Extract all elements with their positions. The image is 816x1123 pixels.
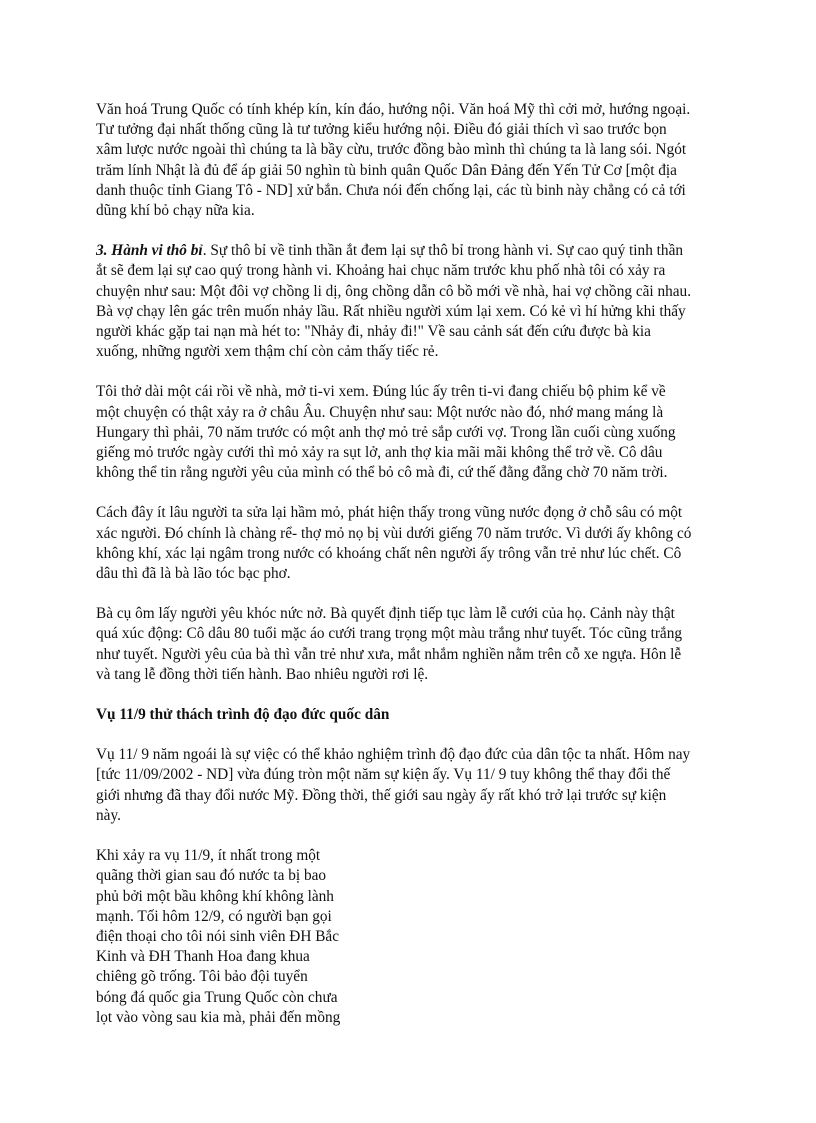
paragraph-911	[96, 745, 736, 826]
section-lead: 3. Hành vi thô bỉ	[96, 242, 203, 260]
text-line: Tôi thở dài một cái rồi về nhà, mở ti-vi xem. Đúng lúc ấy trên ti-vi đang chiếu bộ phim kể về	[96, 383, 666, 401]
text-line: chuyện như sau: Một đôi vợ chồng li dị, ông chồng dẫn cô bồ mới về nhà, hai vợ chồng cãi nhau.	[96, 282, 692, 300]
paragraph-tv-story	[96, 382, 736, 483]
text-line: này.	[96, 806, 121, 824]
text-line: bóng đá quốc gia Trung Quốc còn chưa	[96, 988, 338, 1006]
text-line	[96, 241, 736, 261]
text-line: và tang lễ đồng thời tiến hành. Bao nhiêu người rơi lệ.	[96, 665, 429, 683]
text-line: quá xúc động: Cô dâu 80 tuổi mặc áo cưới trang trọng một màu trắng như tuyết. Tóc cũng trắng	[96, 625, 682, 643]
section-lead-rest: . Sự thô bỉ về tinh thần ắt đem lại sự thô bỉ trong hành vi. Sự cao quý tinh thần	[202, 242, 684, 260]
paragraph-wedding	[96, 604, 736, 685]
text-line: phủ bởi một bầu không khí không lành	[96, 887, 334, 905]
text-line: xâm lược nước ngoài thì chúng ta là bầy cừu, trước đồng bào mình thì chúng ta là lang sói. Ngót	[96, 141, 687, 159]
text-line: giới nhưng đã thay đổi nước Mỹ. Đồng thời, thế giới sau ngày ấy rất khó trở lại trước sự kiện	[96, 786, 667, 804]
text-line: trăm lính Nhật là đủ để áp giải 50 nghìn tù binh quân Quốc Dân Đảng đến Yến Tử Cơ [một địa	[96, 161, 677, 179]
text-line: danh thuộc tỉnh Giang Tô - ND] xử bắn. Chưa nói đến chống lại, các tù binh này chẳng có cả tới	[96, 181, 686, 199]
text-line: Tư tưởng đại nhất thống cũng là tư tưởng kiểu hướng nội. Điều đó giải thích vì sao trước bọn	[96, 121, 667, 139]
document-page	[96, 100, 736, 1028]
text-line: Bà vợ chạy lên gác trên muốn nhảy lầu. Rất nhiều người xúm lại xem. Có kẻ vì hí hửng khi thấy	[96, 302, 686, 320]
paragraph-culture	[96, 100, 736, 221]
text-line: xác người. Đó chính là chàng rể- thợ mỏ nọ bị vùi dưới giếng 70 năm trước. Vì dưới ấy không có	[96, 524, 692, 542]
text-line: [tức 11/09/2002 - ND] vừa đúng tròn một năm sự kiện ấy. Vụ 11/ 9 tuy không thể thay đổi thế	[96, 766, 671, 784]
text-line: như tuyết. Người yêu của bà thì vẫn trẻ như xưa, mắt nhắm nghiền nằm trên cỗ xe ngựa. Hôn lễ	[96, 645, 682, 663]
text-line: xuống, những người xem thậm chí còn cảm thấy tiếc rẻ.	[96, 343, 439, 361]
text-line: Kinh và ĐH Thanh Hoa đang khua	[96, 948, 310, 966]
text-line: dâu thì đã là bà lão tóc bạc phơ.	[96, 565, 291, 583]
text-line: chiêng gõ trống. Tôi bảo đội tuyển	[96, 968, 308, 986]
text-line: giếng mỏ trước ngày cưới thì mỏ xảy ra sụt lở, anh thợ kia mãi mãi không thể trở về. Cô dâu	[96, 444, 663, 462]
section-heading: Vụ 11/9 thử thách trình độ đạo đức quốc dân	[96, 706, 390, 724]
text-line: Hungary thì phải, 70 năm trước có một anh thợ mỏ trẻ sắp cưới vợ. Trong lần cuối cùng xuống	[96, 423, 676, 441]
text-line: Cách đây ít lâu người ta sửa lại hầm mỏ, phát hiện thấy trong vũng nước đọng ở chỗ sâu có một	[96, 504, 683, 522]
text-line: ắt sẽ đem lại sự cao quý trong hành vi. Khoảng hai chục năm trước khu phố nhà tôi có xảy ra	[96, 262, 666, 280]
text-line: Vụ 11/ 9 năm ngoái là sự việc có thể khảo nghiệm trình độ đạo đức của dân tộc ta nhất. Hôm nay	[96, 746, 691, 764]
paragraph-rude-behavior	[96, 241, 736, 362]
text-line: Văn hoá Trung Quốc có tính khép kín, kín đáo, hướng nội. Văn hoá Mỹ thì cởi mở, hướng ngoại.	[96, 101, 691, 118]
text-line: không khí, xác lại ngâm trong nước có khoáng chất nên người ấy trông vẫn trẻ như lúc chết. Cô	[96, 544, 682, 562]
text-line: không thể tin rằng người yêu của mình có thể bỏ cô mà đi, cứ thế đằng đẵng chờ 70 năm trời.	[96, 464, 668, 482]
text-line: người khác gặp tai nạn mà hét to: "Nhảy đi, nhảy đi!" Về sau cảnh sát đến cứu được bà kia	[96, 323, 651, 341]
text-line: lọt vào vòng sau kia mà, phải đến mồng	[96, 1008, 341, 1026]
text-line: Bà cụ ôm lấy người yêu khóc nức nở. Bà quyết định tiếp tục làm lễ cưới của họ. Cảnh này thật	[96, 605, 675, 623]
text-line: mạnh. Tối hôm 12/9, có người bạn gọi	[96, 907, 332, 925]
text-line: một chuyện có thật xảy ra ở châu Âu. Chuyện như sau: Một nước nào đó, nhớ mang máng là	[96, 403, 664, 421]
text-line: dũng khí bỏ chạy nữa kia.	[96, 202, 255, 220]
text-line: điện thoại cho tôi nói sinh viên ĐH Bắc	[96, 927, 340, 945]
text-line: Khi xảy ra vụ 11/9, ít nhất trong một	[96, 847, 321, 865]
paragraph-mine-discovery	[96, 503, 736, 584]
paragraph-911-reaction	[96, 846, 352, 1028]
text-line: quãng thời gian sau đó nước ta bị bao	[96, 867, 327, 885]
